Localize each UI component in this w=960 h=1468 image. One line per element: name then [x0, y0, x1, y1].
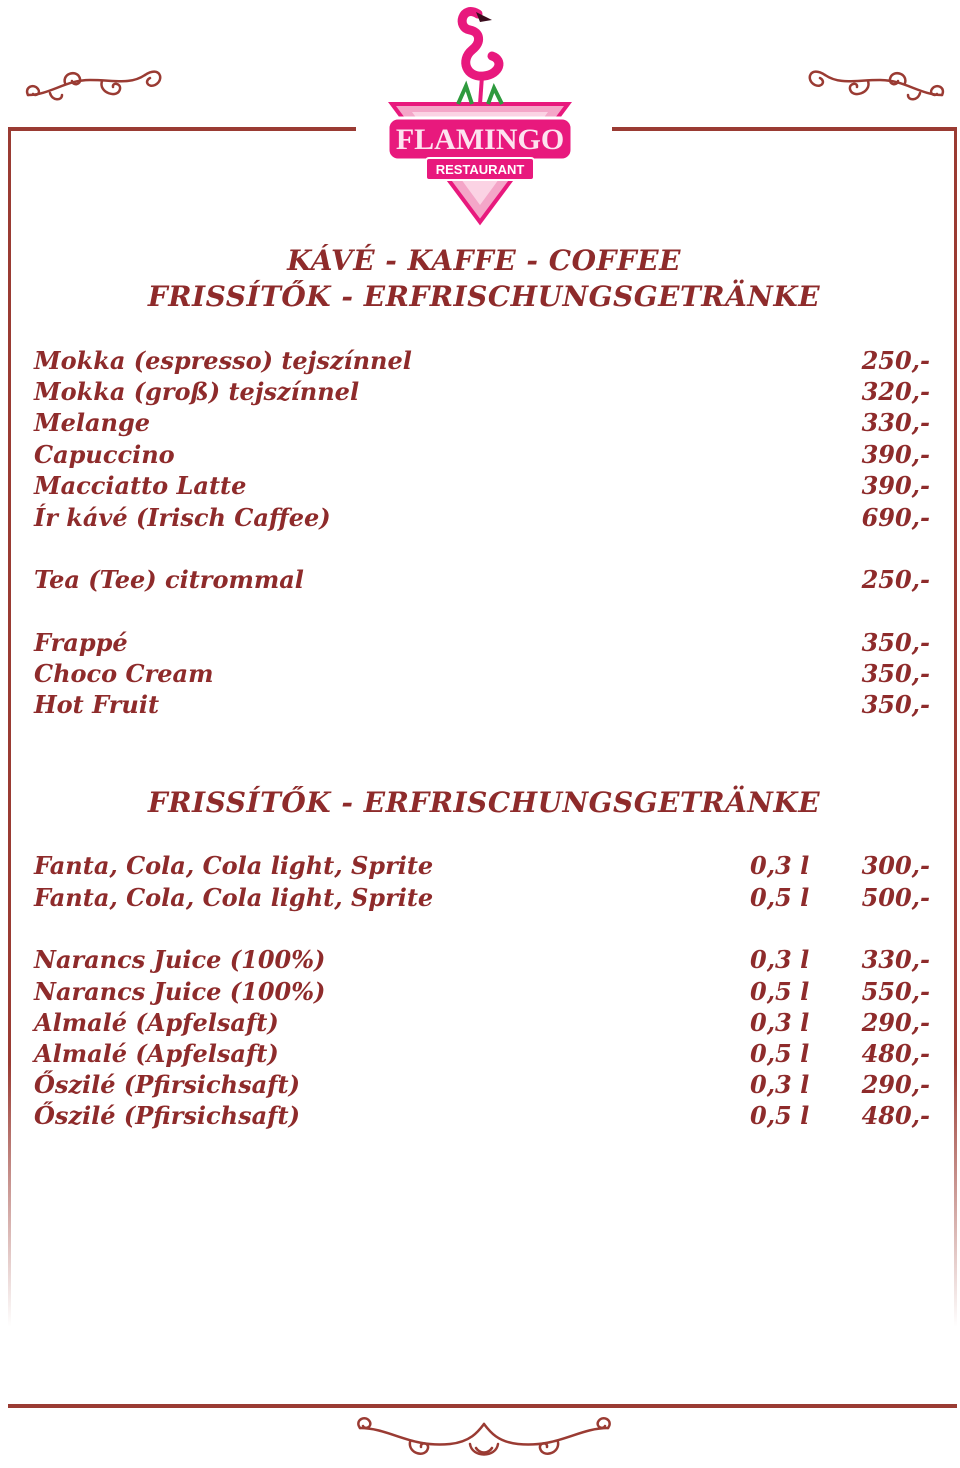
list-item: Frappé 350,- [34, 628, 930, 657]
list-item: Mokka (espresso) tejszínnel 250,- [34, 346, 930, 375]
list-item: Ír kávé (Irisch Caffee) 690,- [34, 503, 930, 532]
table-row: Őszilé (Pfirsichsaft) 0,5 l 480,- [34, 1101, 930, 1130]
refresh-subheading: FRISSÍTŐK - ERFRISCHUNGSGETRÄNKE [147, 280, 821, 313]
flamingo-logo [380, 0, 580, 228]
list-item: Hot Fruit 350,- [34, 690, 930, 719]
flourish-bottom-icon [350, 1408, 618, 1468]
list-item: Melange 330,- [34, 408, 930, 437]
list-item: Macciatto Latte 390,- [34, 471, 930, 500]
list-item: Capuccino 390,- [34, 440, 930, 469]
flourish-top-left-icon [20, 55, 170, 115]
table-row: Almalé (Apfelsaft) 0,5 l 480,- [34, 1039, 930, 1068]
table-row: Narancs Juice (100%) 0,5 l 550,- [34, 977, 930, 1006]
table-row: Fanta, Cola, Cola light, Sprite 0,5 l 500,- [34, 883, 930, 912]
logo-name: FLAMINGO [395, 123, 565, 156]
flamingo-bird-icon [458, 12, 502, 104]
table-row: Őszilé (Pfirsichsaft) 0,3 l 290,- [34, 1070, 930, 1099]
table-row: Fanta, Cola, Cola light, Sprite 0,3 l 300,- [34, 851, 930, 880]
flourish-top-right-icon [800, 55, 950, 115]
list-item: Mokka (groß) tejszínnel 320,- [34, 377, 930, 406]
table-row: Narancs Juice (100%) 0,3 l 330,- [34, 945, 930, 974]
refresh-heading: FRISSÍTŐK - ERFRISCHUNGSGETRÄNKE [147, 786, 821, 819]
frame-top-left [8, 127, 356, 131]
table-row: Almalé (Apfelsaft) 0,3 l 290,- [34, 1008, 930, 1037]
frame-top-right [612, 127, 957, 131]
logo-subtitle: RESTAURANT [435, 162, 525, 177]
list-item: Choco Cream 350,- [34, 659, 930, 688]
coffee-heading: KÁVÉ - KAFFE - COFFEE [287, 244, 681, 277]
list-item: Tea (Tee) citrommal 250,- [34, 565, 930, 594]
